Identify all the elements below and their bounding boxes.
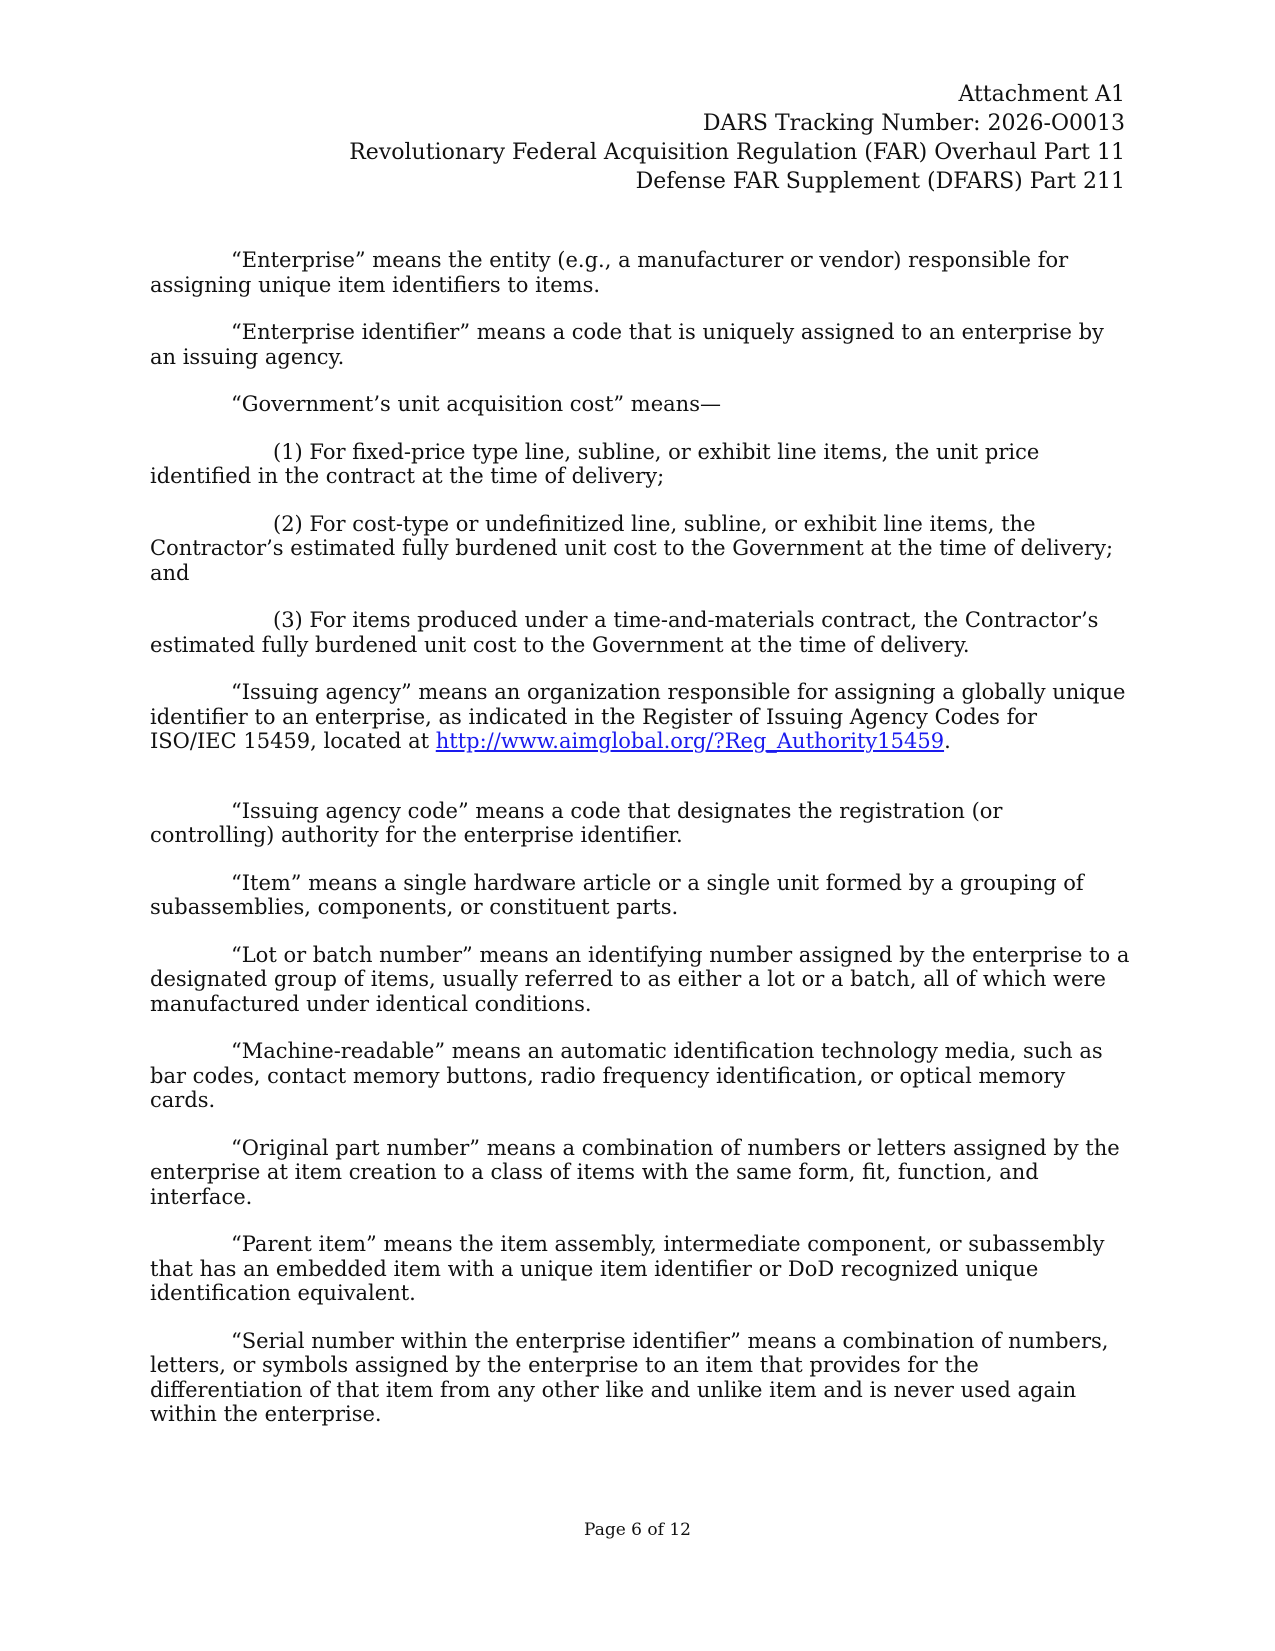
header-tracking-number: DARS Tracking Number: 2026-O0013 — [702, 111, 1125, 136]
document-body — [150, 248, 1130, 1450]
definition-gov-cost-item-3: (3) For items produced under a time-and-materials contract, the Contractor’s estimated fully burdened unit cost to the Government at the time of delivery. — [150, 608, 1099, 657]
definition-machine-readable: “Machine-readable” means an automatic identification technology media, such as bar codes, contact memory buttons, radio frequency identification, or optical memory cards. — [150, 1039, 1103, 1112]
definition-issuing-agency-code: “Issuing agency code” means a code that designates the registration (or controlling) authority for the enterprise identifier. — [150, 798, 1003, 847]
definition-lot-batch-number: “Lot or batch number” means an identifying number assigned by the enterprise to a designated group of items, usually referred to as either a lot or a batch, all of which were manufactured under identical conditions. — [150, 942, 1130, 1016]
definition-enterprise-identifier: “Enterprise identifier” means a code that is uniquely assigned to an enterprise by an issuing agency. — [150, 320, 1104, 369]
definition-item: “Item” means a single hardware article or a single unit formed by a grouping of subassemblies, components, or constituent parts. — [150, 870, 1084, 919]
issuing-agency-period: . — [944, 729, 951, 753]
definition-gov-cost-item-1: (1) For fixed-price type line, subline, or exhibit line items, the unit price identified in the contract at the time of delivery; — [150, 439, 1040, 488]
definition-original-part-number: “Original part number” means a combination of numbers or letters assigned by the enterprise at item creation to a class of items with the same form, fit, function, and interface. — [150, 1135, 1120, 1209]
aimglobal-link[interactable]: http://www.aimglobal.org/?Reg_Authority15459 — [435, 729, 945, 753]
definition-gov-cost-item-2: (2) For cost-type or undefinitized line, subline, or exhibit line items, the Contractor’s estimated fully burdened unit cost to the Government at the time of delivery; and — [150, 511, 1114, 585]
header-far-part: Revolutionary Federal Acquisition Regulation (FAR) Overhaul Part 11 — [349, 140, 1125, 165]
definition-issuing-agency — [150, 680, 1130, 754]
header-dfars-part: Defense FAR Supplement (DFARS) Part 211 — [635, 169, 1125, 194]
header-attachment: Attachment A1 — [958, 82, 1125, 107]
issuing-agency-text: “Issuing agency” means an organization responsible for assigning a globally unique identifier to an enterprise, as indicated in the Register of Issuing Agency Codes for ISO/IEC 15459, located at — [150, 680, 1126, 753]
definition-parent-item: “Parent item” means the item assembly, intermediate component, or subassembly that has an embedded item with a unique item identifier or DoD recognized unique identification equivalent. — [150, 1232, 1105, 1305]
definition-serial-number: “Serial number within the enterprise identifier” means a combination of numbers, letters, or symbols assigned by the enterprise to an item that provides for the differentiation of that item from any other like and unlike item and is never used again within the enterprise. — [150, 1328, 1109, 1426]
page-number: Page 6 of 12 — [584, 1520, 691, 1540]
document-header — [225, 80, 1125, 196]
definition-government-unit-acquisition-cost: “Government’s unit acquisition cost” means— — [231, 392, 721, 416]
definition-enterprise: “Enterprise” means the entity (e.g., a manufacturer or vendor) responsible for assigning unique item identifiers to items. — [150, 248, 1069, 297]
